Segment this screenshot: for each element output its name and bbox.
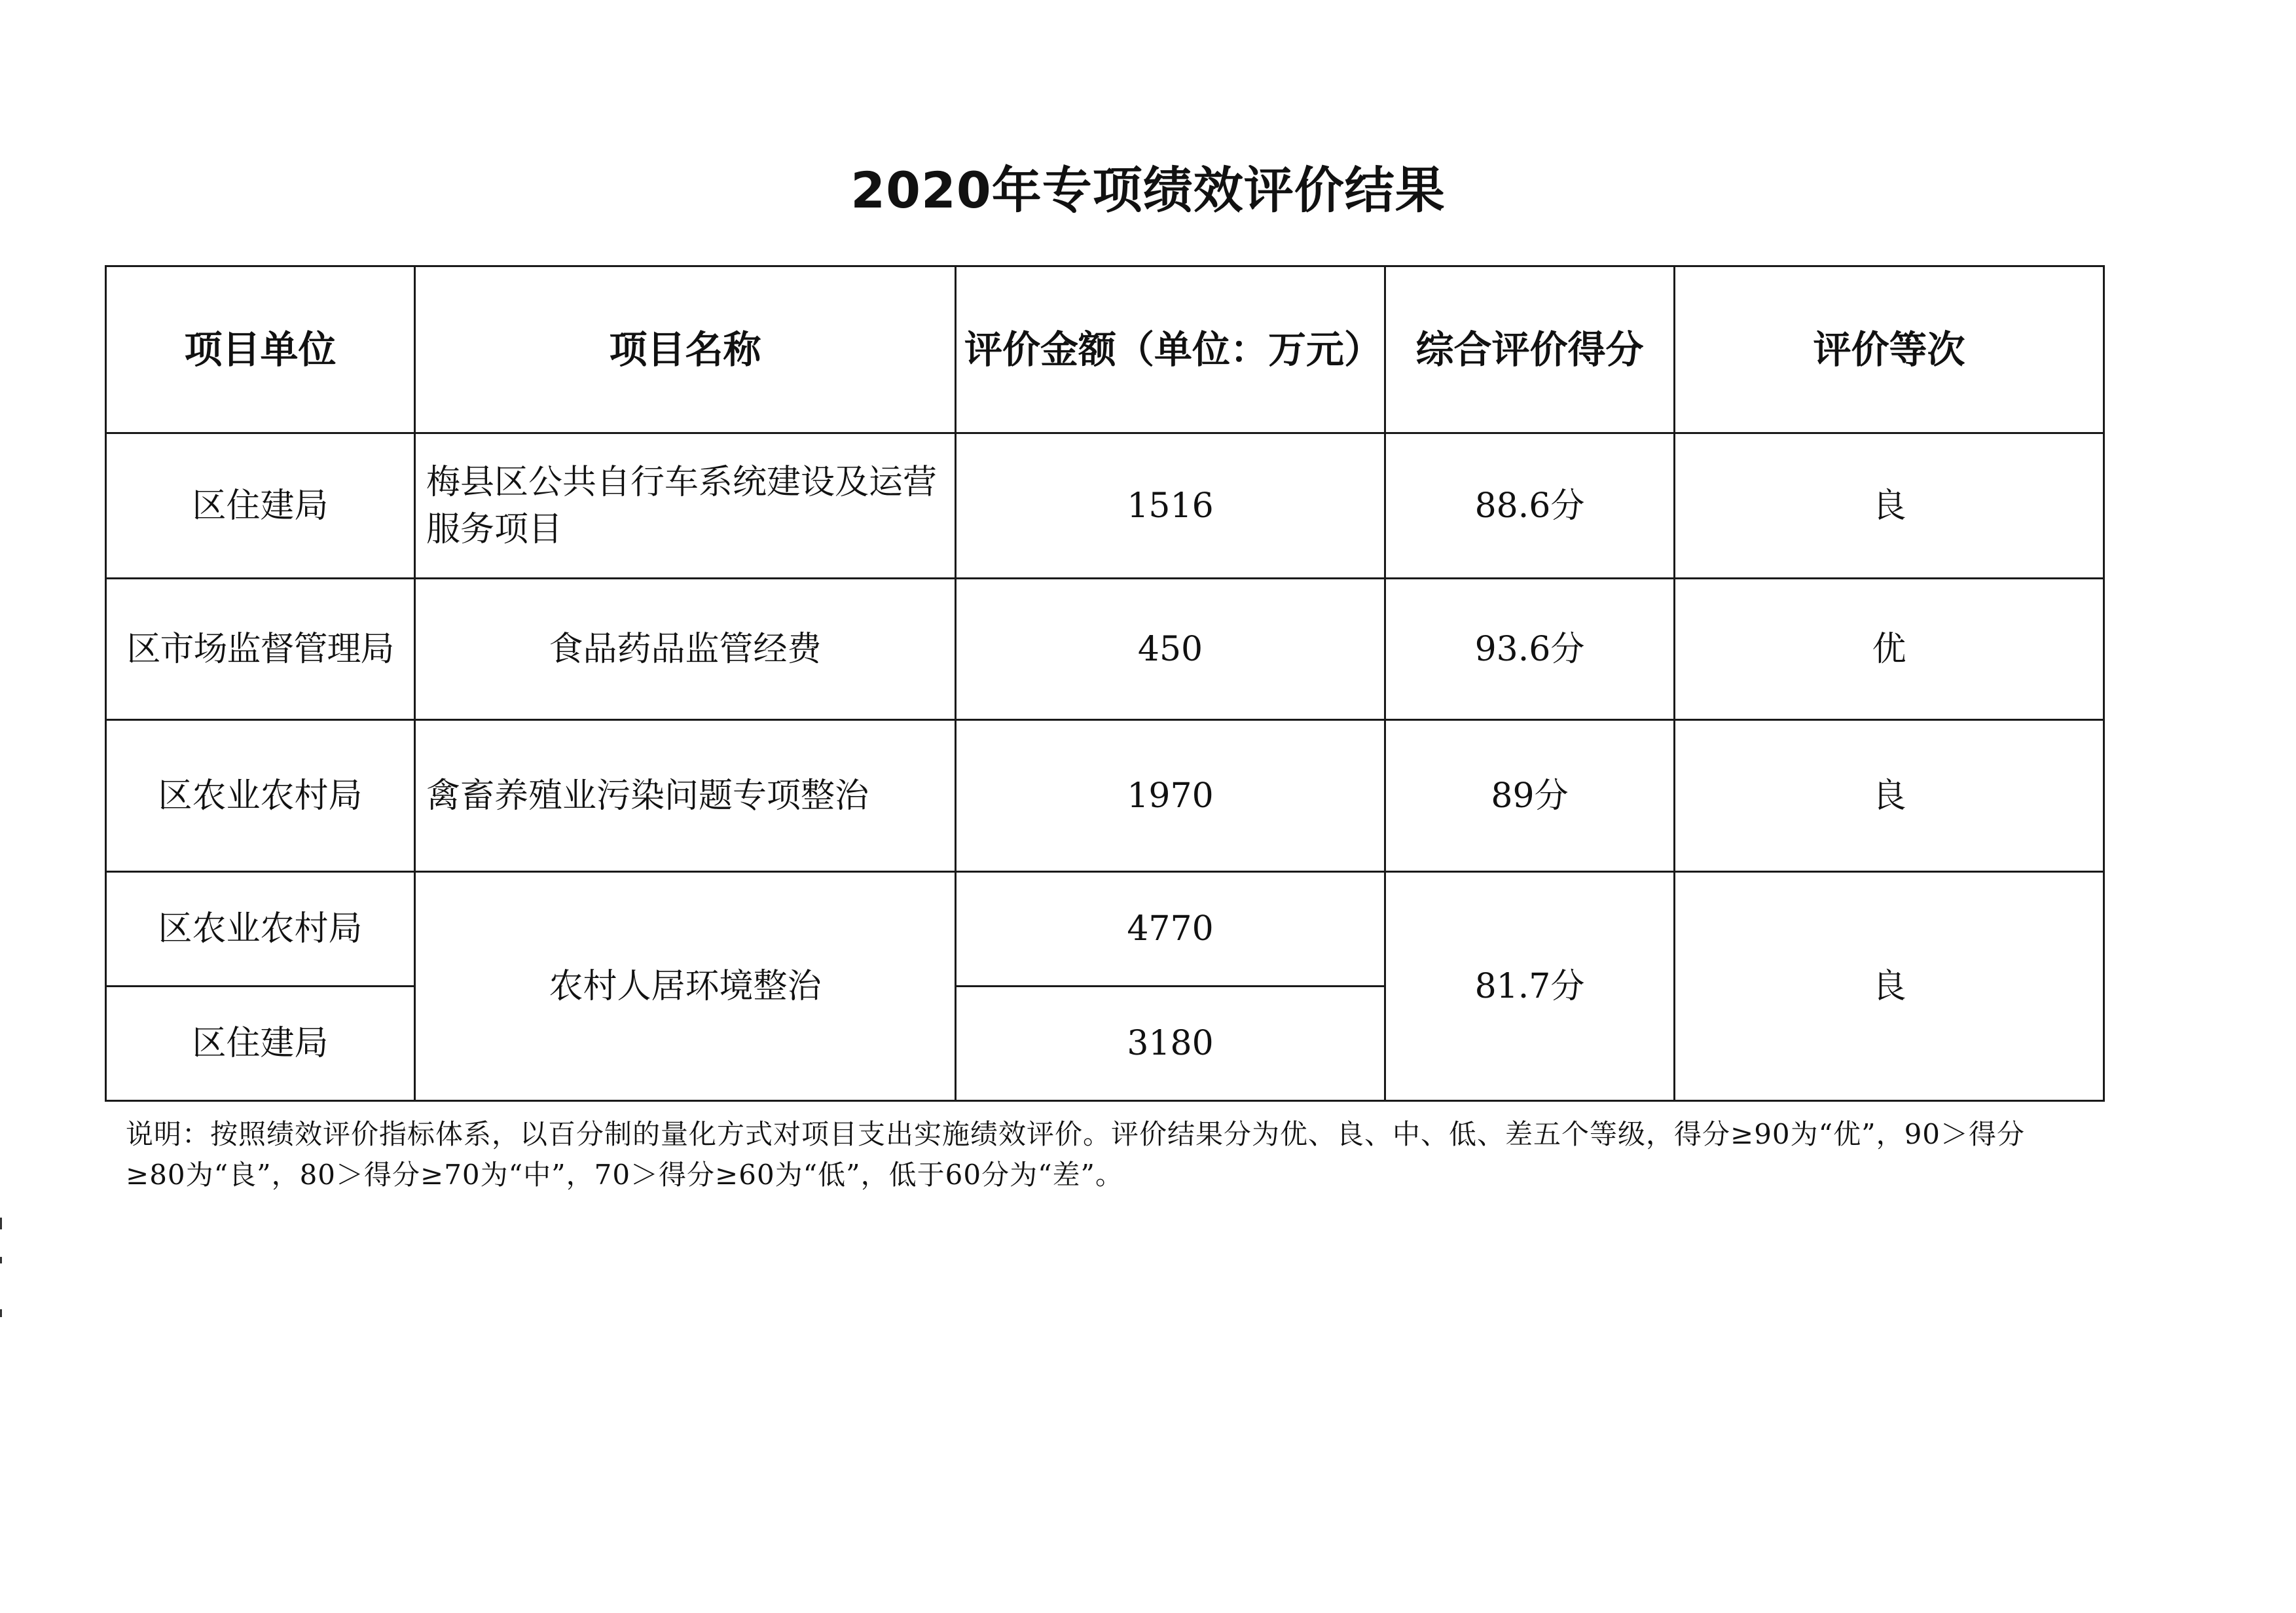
cell-amount: 1516 [956, 433, 1385, 579]
table-row [106, 872, 2104, 987]
cell-score: 88.6分 [1385, 433, 1675, 579]
table-row [106, 579, 2104, 720]
cell-name: 梅县区公共自行车系统建设及运营服务项目 [415, 433, 956, 579]
cell-amount: 3180 [956, 987, 1385, 1101]
cell-unit: 区农业农村局 [106, 872, 415, 987]
cell-score: 93.6分 [1385, 579, 1675, 720]
explanation-note: 说明：按照绩效评价指标体系，以百分制的量化方式对项目支出实施绩效评价。评价结果分为优、良、中、低、差五个等级，得分≥90为“优”，90＞得分≥80为“良”，80＞得分≥70为“中”，70＞得分≥60为“低”，低于60分为“差”。 [126, 1118, 2026, 1191]
scan-edge-mark [0, 1218, 2, 1229]
evaluation-results-table [105, 265, 2105, 1102]
cell-grade: 良 [1675, 872, 2104, 1101]
cell-grade: 良 [1675, 433, 2104, 579]
header-name: 项目名称 [415, 266, 956, 433]
header-unit: 项目单位 [106, 266, 415, 433]
cell-unit: 区农业农村局 [106, 720, 415, 872]
cell-name: 食品药品监管经费 [415, 579, 956, 720]
cell-amount: 4770 [956, 872, 1385, 987]
scan-edge-mark [0, 1309, 2, 1317]
header-score: 综合评价得分 [1385, 266, 1675, 433]
cell-name: 农村人居环境整治 [415, 872, 956, 1101]
page-title: 2020年专项绩效评价结果 [850, 161, 1446, 219]
table-row [106, 720, 2104, 872]
cell-unit: 区市场监督管理局 [106, 579, 415, 720]
scan-edge-mark [0, 1257, 2, 1263]
cell-score: 89分 [1385, 720, 1675, 872]
table-row [106, 433, 2104, 579]
cell-name: 禽畜养殖业污染问题专项整治 [415, 720, 956, 872]
table-header-row [106, 266, 2104, 433]
cell-amount: 1970 [956, 720, 1385, 872]
cell-unit: 区住建局 [106, 433, 415, 579]
cell-amount: 450 [956, 579, 1385, 720]
cell-grade: 良 [1675, 720, 2104, 872]
cell-grade: 优 [1675, 579, 2104, 720]
cell-unit: 区住建局 [106, 987, 415, 1101]
header-grade: 评价等次 [1675, 266, 2104, 433]
cell-score: 81.7分 [1385, 872, 1675, 1101]
header-amount: 评价金额（单位：万元） [956, 266, 1385, 433]
